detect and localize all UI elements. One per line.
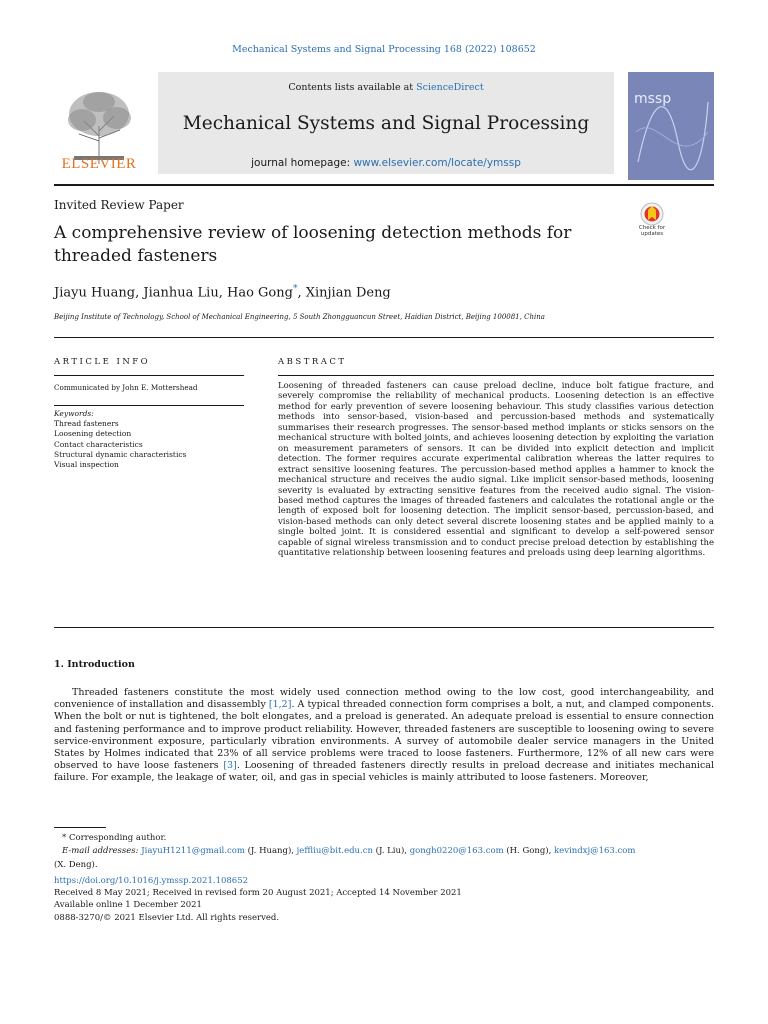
article-info-heading: ARTICLE INFO [54,357,151,367]
homepage-prefix: journal homepage: [251,157,351,169]
footnote-rule [54,827,106,828]
keyword-item: Visual inspection [54,460,119,470]
corresponding-author-note: * Corresponding author. [62,833,167,843]
intro-text-2: . A typical threaded connection form comprises a bolt, a nut, and clamped components. When the bolt or nut is tightened, the bolt elongates, and a preload is generated. An adequate preload is essential to ensure connection and fastening performance and to improve product reliability. However, threaded fasteners are susceptible to loosening owing to severe service-environment exposure, particularly vibration environments. A survey of automobile dealer service managers in the United States by Holmes indicated that 23% of all service problems were traced to loose fasteners. Furthermore, 12% of all new cars were observed to have loose fasteners [54,699,714,772]
author-name[interactable]: Hao Gong [226,285,293,301]
keywords-list [54,409,186,470]
email-link[interactable]: gongh0220@163.com [409,846,504,856]
email-link[interactable]: kevindxj@163.com [554,846,636,856]
email-addresses [62,845,714,857]
email-last-line: (X. Deng). [54,860,98,870]
keyword-item: Structural dynamic characteristics [54,449,187,459]
received-dates: Received 8 May 2021; Received in revised form 20 August 2021; Accepted 14 November 2021 [54,888,462,899]
journal-cover-image[interactable] [628,72,714,180]
journal-citation[interactable]: Mechanical Systems and Signal Processing 168 (2022) 108652 [232,44,536,55]
keywords-rule [54,405,244,406]
email-owner: (H. Gong), [506,846,552,856]
author-separator: , [218,285,223,301]
contents-line [158,82,614,93]
contents-prefix: Contents lists available at [288,82,414,93]
copyright-line: 0888-3270/© 2021 Elsevier Ltd. All rights reserved. [54,912,280,923]
header-rule [54,184,714,186]
doi-link[interactable]: https://doi.org/10.1016/j.ymssp.2021.108652 [54,876,249,886]
abstract-heading: ABSTRACT [278,357,347,367]
author-separator: , [135,285,140,301]
keywords-heading: Keywords: [54,409,94,418]
email-owner: (J. Huang), [247,846,294,856]
abstract-bottom-rule [54,627,714,628]
introduction-heading: 1. Introduction [54,659,135,670]
cover-title: mssp [634,91,672,107]
email-owner: (J. Liu), [375,846,407,856]
paper-title-line2: threaded fasteners [54,246,218,266]
intro-text-3: . Loosening of threaded fasteners directly results in preload decrease and initiates mechanical failure. For example, the leakage of water, oil, and gas in special vehicles is mainly attributed to loose fasteners. Moreover, [54,760,714,784]
badge-label-line2: updates [640,231,664,237]
homepage-line [158,157,614,169]
check-for-updates-label [628,225,676,237]
cover-wave-graphic [628,72,714,180]
reference-link[interactable]: [3] [223,760,237,772]
publication-info [54,875,462,924]
author-name[interactable]: Xinjian Deng [305,285,391,301]
email-link[interactable]: JiayuH1211@gmail.com [141,846,245,856]
publisher-logo-text: ELSEVIER [61,156,137,172]
keyword-item: Loosening detection [54,429,132,439]
author-separator: , [297,285,302,301]
communicated-by: Communicated by John E. Mottershead [54,383,198,392]
corresponding-author-mark[interactable]: * [292,284,298,294]
keyword-item: Contact characteristics [54,439,143,449]
author-list [54,284,391,300]
author-name[interactable]: Jiayu Huang [54,285,136,301]
email-link[interactable]: jeffliu@bit.edu.cn [296,846,373,856]
article-type: Invited Review Paper [54,198,184,212]
title-block-rule [54,337,714,338]
paper-title-line1: A comprehensive review of loosening detection methods for [54,223,572,243]
article-info-rule [54,375,244,376]
abstract-text: Loosening of threaded fasteners can cause preload decline, induce bolt fatigue fracture, and severely compromise the reliability of mechanical products. Loosening detection is an effective method for early prevention of severe loosening behaviour. This study classifies various detection methods into sensor-based, vision-based and percussion-based methods and systematically summarises their research progresses. The sensor-based method implants or sticks sensors on the mechanical structure with bolted joints, and achieves loosening detection by exploiting the variation on measurement parameters of sensors. It can be divided into explicit detection and implicit detection. The former requires accurate experimental calibration whereas the latter requires to extract sensitive loosening features. The percussion-based method applies a hammer to knock the mechanical structure and receives the audio signal. Like implicit sensor-based methods, loosening severity is evaluated by extracting sensitive features from the received audio signal. The vision-based method captures the images of threaded fasteners and calculates the rotational angle or the length of exposed bolt for loosening detection. The implicit sensor-based, percussion-based, and vision-based methods can only detect several discrete loosening states and be applied mainly to a single bolted joint. It is considered essential and significant to develop a self-powered sensor capable of signal wireless transmission and to conduct precise preload detection by establishing the quantitative relationship between loosening features and preloads using deep learning algorithms. [278,381,714,559]
sciencedirect-link[interactable]: ScienceDirect [416,82,484,93]
badge-label-line1: Check for [638,225,666,231]
reference-link[interactable]: [1,2] [268,699,292,711]
affiliation: Beijing Institute of Technology, School of Mechanical Engineering, 5 South Zhongguancun Street, Haidian District, Beijing 100081, China [54,313,545,321]
email-label: E-mail addresses: [62,846,139,856]
abstract-rule [278,375,714,376]
journal-name: Mechanical Systems and Signal Processing [182,113,590,134]
available-online: Available online 1 December 2021 [54,900,202,911]
keyword-item: Thread fasteners [54,419,119,429]
author-name[interactable]: Jianhua Liu [143,285,219,301]
paper-title [54,222,614,268]
journal-homepage-link[interactable]: www.elsevier.com/locate/ymssp [353,157,521,169]
introduction-paragraph [54,687,714,785]
intro-text-1: Threaded fasteners constitute the most widely used connection method owing to the low cost, good interchangeability, and convenience of installation and disassembly [54,687,714,711]
